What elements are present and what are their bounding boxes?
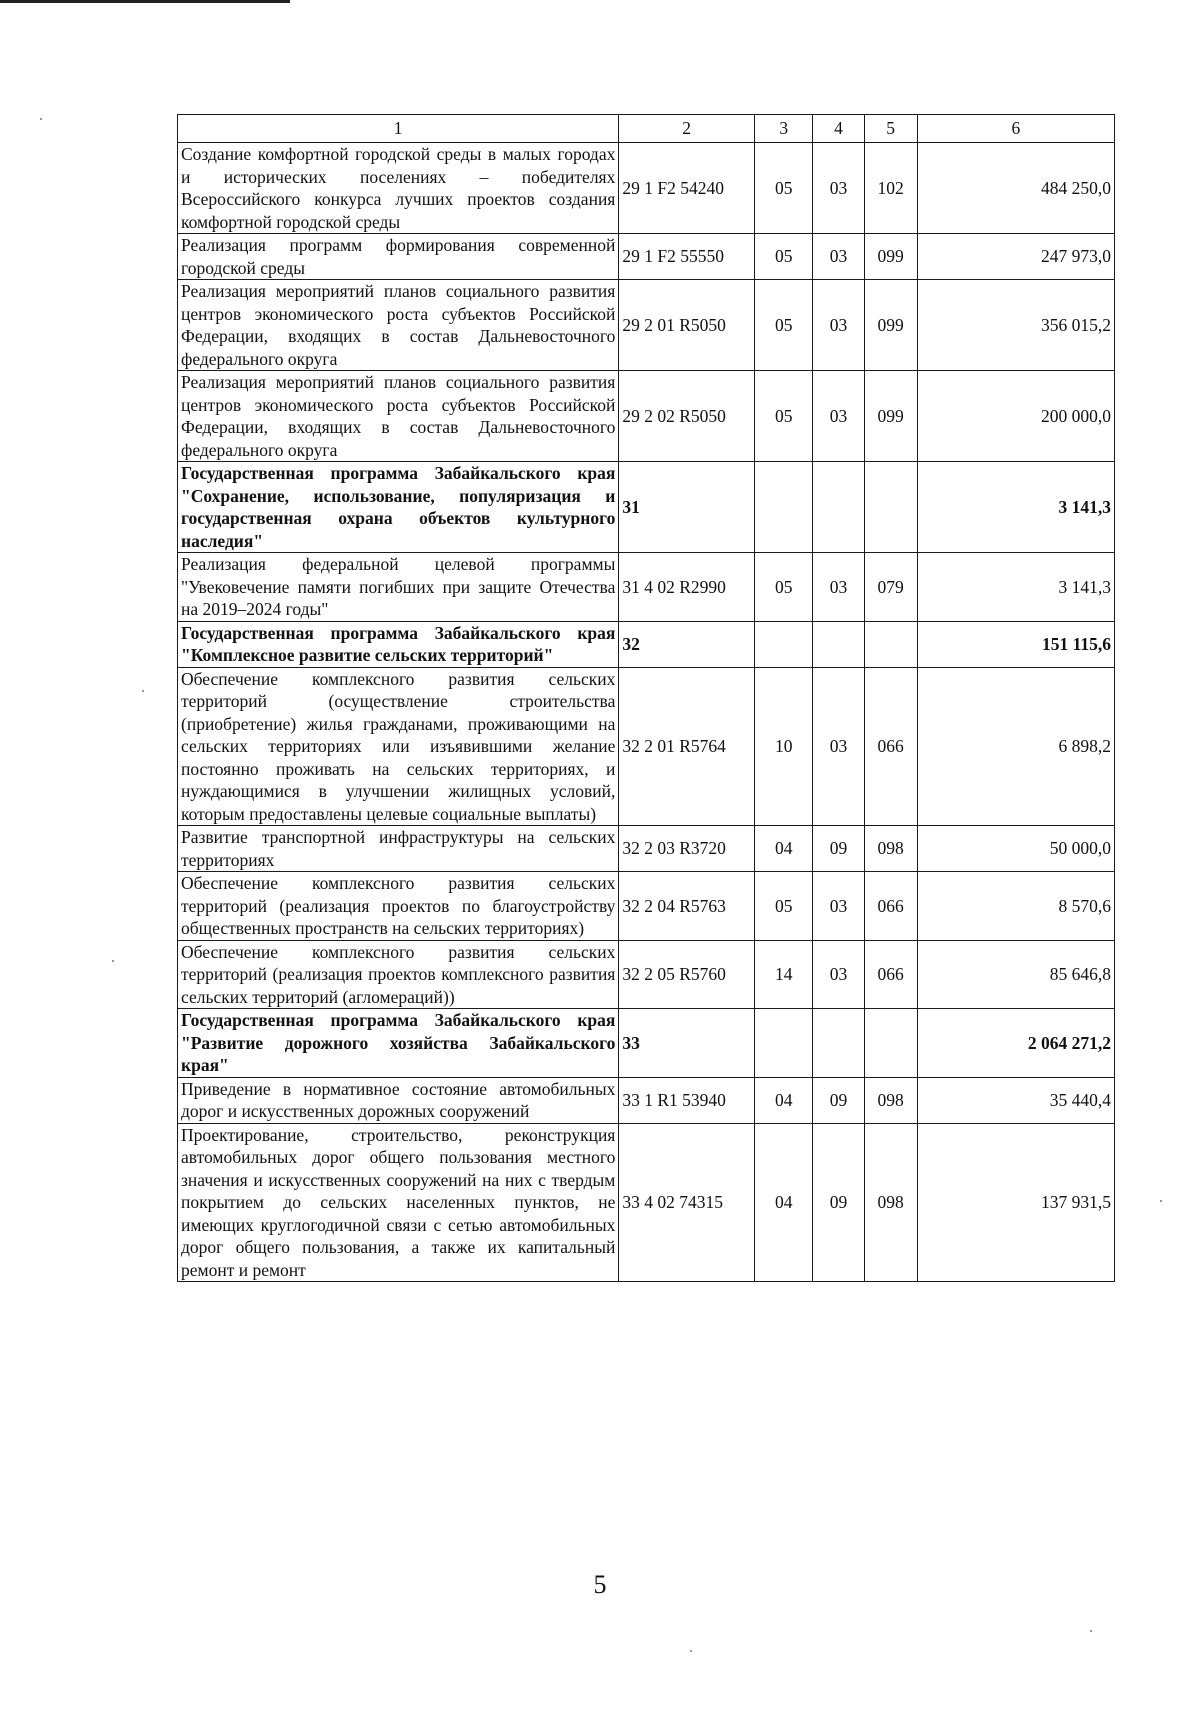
row-section-cell: 05 [755,234,813,280]
row-subsection-cell: 09 [813,1123,864,1282]
header-col-5: 5 [864,115,917,143]
row-name-cell: Государственная программа Забайкальского края "Сохранение, использование, популяризация и государственная охрана объектов культурного наследия" [178,462,619,553]
row-code-cell: 31 4 02 R2990 [619,553,755,622]
row-code-cell: 29 2 01 R5050 [619,280,755,371]
row-expense-type-cell: 102 [864,143,917,234]
page-number: 5 [593,1570,607,1599]
table-row [178,667,1115,826]
table-header [178,115,1115,143]
scan-speck [112,960,114,962]
table-row [178,1077,1115,1123]
row-expense-type-cell: 098 [864,1123,917,1282]
row-subsection-cell: 03 [813,234,864,280]
table-row [178,621,1115,667]
row-expense-type-cell: 066 [864,872,917,941]
row-subsection-cell: 03 [813,280,864,371]
row-subsection-cell: 03 [813,143,864,234]
row-section-cell: 04 [755,1077,813,1123]
top-edge-line [0,0,290,3]
row-expense-type-cell: 066 [864,940,917,1009]
row-name-cell: Развитие транспортной инфраструктуры на сельских территориях [178,826,619,872]
row-name-cell: Реализация федеральной целевой программы "Увековечение памяти погибших при защите Отечества на 2019–2024 годы" [178,553,619,622]
row-name-cell: Создание комфортной городской среды в малых городах и исторических поселениях – победителях Всероссийского конкурса лучших проектов создания комфортной городской среды [178,143,619,234]
scan-speck [690,1650,692,1652]
row-code-cell: 29 1 F2 54240 [619,143,755,234]
row-subsection-cell: 03 [813,667,864,826]
table-row [178,553,1115,622]
row-expense-type-cell: 099 [864,234,917,280]
table-row [178,234,1115,280]
row-amount-cell: 8 570,6 [917,872,1114,941]
row-section-cell: 04 [755,1123,813,1282]
row-amount-cell: 3 141,3 [917,553,1114,622]
row-section-cell: 05 [755,143,813,234]
scan-speck [1160,1200,1162,1202]
row-section-cell: 05 [755,371,813,462]
row-section-cell [755,1009,813,1078]
row-expense-type-cell: 099 [864,371,917,462]
row-expense-type-cell [864,1009,917,1078]
row-subsection-cell: 03 [813,940,864,1009]
header-col-1: 1 [178,115,619,143]
row-subsection-cell [813,1009,864,1078]
row-subsection-cell: 09 [813,1077,864,1123]
row-section-cell: 04 [755,826,813,872]
row-name-cell: Приведение в нормативное состояние автомобильных дорог и искусственных дорожных сооружений [178,1077,619,1123]
row-code-cell: 32 2 03 R3720 [619,826,755,872]
row-expense-type-cell [864,621,917,667]
row-section-cell: 14 [755,940,813,1009]
row-expense-type-cell: 079 [864,553,917,622]
row-subsection-cell: 03 [813,371,864,462]
row-code-cell: 32 [619,621,755,667]
row-section-cell [755,462,813,553]
table-row [178,826,1115,872]
row-expense-type-cell: 098 [864,1077,917,1123]
table-row [178,1123,1115,1282]
header-col-2: 2 [619,115,755,143]
row-expense-type-cell: 099 [864,280,917,371]
table-row [178,462,1115,553]
row-name-cell: Обеспечение комплексного развития сельских территорий (реализация проектов комплексного развития сельских территорий (агломераций)) [178,940,619,1009]
header-row [178,115,1115,143]
row-subsection-cell [813,621,864,667]
row-name-cell: Государственная программа Забайкальского края "Развитие дорожного хозяйства Забайкальского края" [178,1009,619,1078]
row-amount-cell: 35 440,4 [917,1077,1114,1123]
scan-speck [142,690,144,692]
row-expense-type-cell: 098 [864,826,917,872]
table-row [178,143,1115,234]
row-subsection-cell: 03 [813,872,864,941]
row-name-cell: Реализация программ формирования современной городской среды [178,234,619,280]
row-expense-type-cell [864,462,917,553]
row-name-cell: Реализация мероприятий планов социального развития центров экономического роста субъектов Российской Федерации, входящих в состав Дальневосточного федерального округа [178,371,619,462]
row-amount-cell: 85 646,8 [917,940,1114,1009]
table-row [178,940,1115,1009]
row-expense-type-cell: 066 [864,667,917,826]
table-row [178,1009,1115,1078]
row-amount-cell: 3 141,3 [917,462,1114,553]
row-name-cell: Государственная программа Забайкальского края "Комплексное развитие сельских территорий" [178,621,619,667]
row-name-cell: Обеспечение комплексного развития сельских территорий (реализация проектов по благоустройству общественных пространств на сельских территориях) [178,872,619,941]
scan-speck [1090,1630,1092,1632]
row-amount-cell: 137 931,5 [917,1123,1114,1282]
row-amount-cell: 151 115,6 [917,621,1114,667]
row-section-cell: 05 [755,280,813,371]
scan-speck [40,118,42,120]
header-col-4: 4 [813,115,864,143]
row-code-cell: 33 1 R1 53940 [619,1077,755,1123]
row-amount-cell: 6 898,2 [917,667,1114,826]
row-name-cell: Обеспечение комплексного развития сельских территорий (осуществление строительства (приобретение) жилья гражданами, проживающими на сельских территориях или изъявившими желание постоянно проживать на сельских территориях, и нуждающимися в улучшении жилищных условий, которым предоставлены целевые социальные выплаты) [178,667,619,826]
table-row [178,280,1115,371]
table-body [178,143,1115,1282]
row-amount-cell: 484 250,0 [917,143,1114,234]
budget-table [177,114,1115,1282]
row-code-cell: 29 1 F2 55550 [619,234,755,280]
row-code-cell: 32 2 01 R5764 [619,667,755,826]
row-code-cell: 33 4 02 74315 [619,1123,755,1282]
row-name-cell: Проектирование, строительство, реконструкция автомобильных дорог общего пользования местного значения и искусственных сооружений на них с твердым покрытием до сельских населенных пунктов, не имеющих круглогодичной связи с сетью автомобильных дорог общего пользования, а также их капитальный ремонт и ремонт [178,1123,619,1282]
row-section-cell: 05 [755,872,813,941]
row-code-cell: 33 [619,1009,755,1078]
row-subsection-cell [813,462,864,553]
row-amount-cell: 50 000,0 [917,826,1114,872]
row-amount-cell: 2 064 271,2 [917,1009,1114,1078]
row-amount-cell: 356 015,2 [917,280,1114,371]
table-row [178,371,1115,462]
row-amount-cell: 247 973,0 [917,234,1114,280]
row-section-cell [755,621,813,667]
row-subsection-cell: 09 [813,826,864,872]
header-col-6: 6 [917,115,1114,143]
row-code-cell: 32 2 04 R5763 [619,872,755,941]
row-code-cell: 29 2 02 R5050 [619,371,755,462]
row-code-cell: 31 [619,462,755,553]
row-code-cell: 32 2 05 R5760 [619,940,755,1009]
row-section-cell: 05 [755,553,813,622]
row-name-cell: Реализация мероприятий планов социального развития центров экономического роста субъектов Российской Федерации, входящих в состав Дальневосточного федерального округа [178,280,619,371]
header-col-3: 3 [755,115,813,143]
row-amount-cell: 200 000,0 [917,371,1114,462]
row-section-cell: 10 [755,667,813,826]
table-row [178,872,1115,941]
row-subsection-cell: 03 [813,553,864,622]
